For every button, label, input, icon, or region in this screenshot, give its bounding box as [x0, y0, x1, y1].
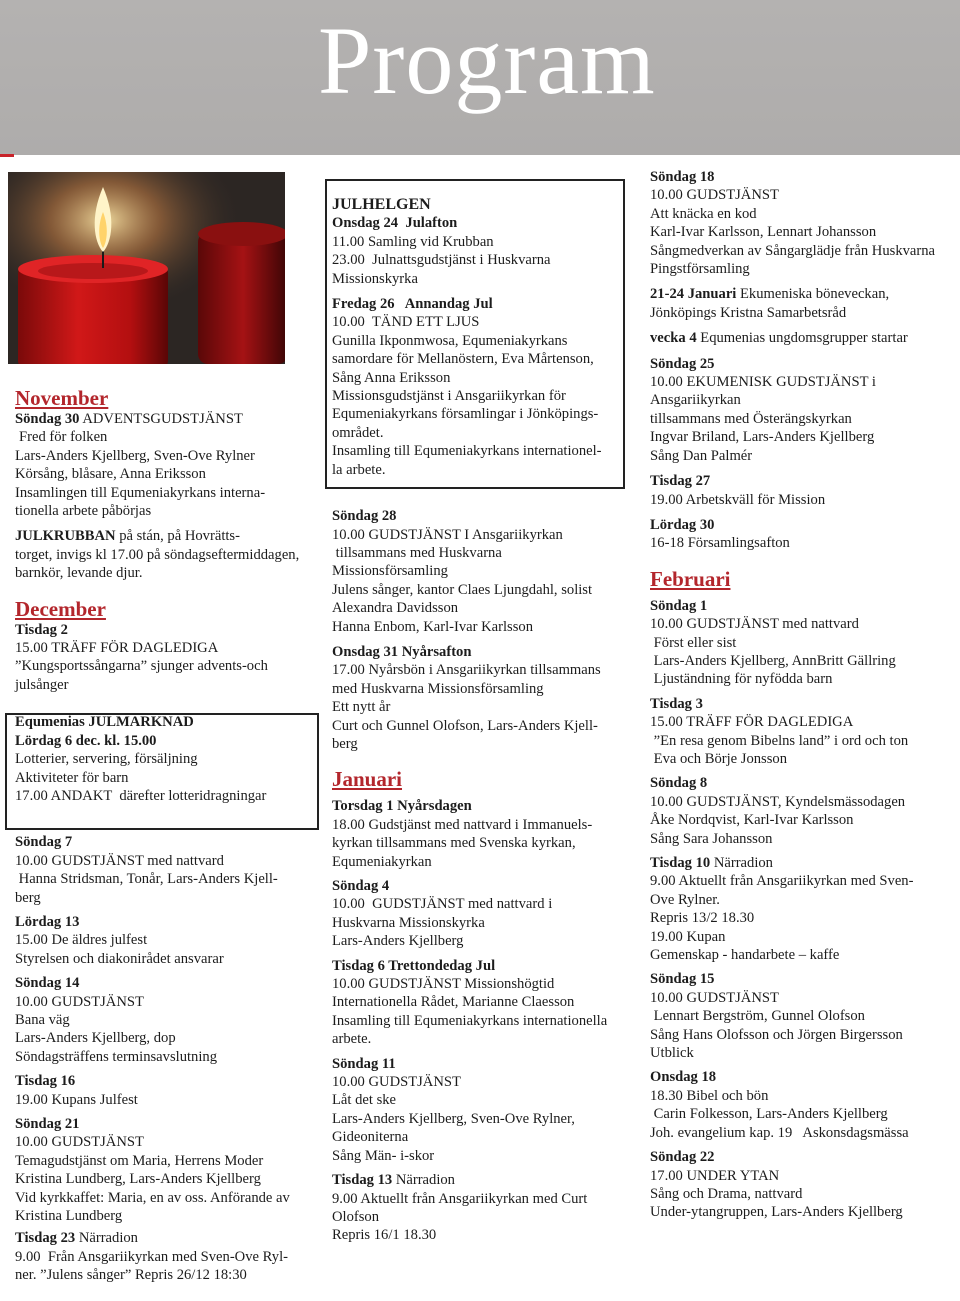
- line: tillsammans med Österängskyrkan: [650, 410, 852, 427]
- line: 10.00 GUDSTJÄNST I Ansgariikyrkan: [332, 526, 563, 543]
- line: Ljuständning för nyfödda barn: [650, 671, 833, 688]
- program-entry: [15, 974, 315, 1066]
- line: 15.00 De äldres julfest: [15, 932, 148, 949]
- day-label: Tisdag 6 Trettondedag Jul: [332, 957, 496, 974]
- line: 10.00 TÄND ETT LJUS: [332, 314, 480, 331]
- program-entry: [332, 1055, 632, 1165]
- februari-entries-b: [650, 970, 950, 1221]
- line: Sång Hans Olofsson och Jörgen Birgersson: [650, 1026, 903, 1043]
- line: 17.00 Nyårsbön i Ansgariikyrkan tillsammans: [332, 662, 601, 679]
- line: 18.30 Bibel och bön: [650, 1087, 769, 1104]
- line: Jönköpings Kristna Samarbetsråd: [650, 304, 847, 321]
- program-entry: [650, 695, 950, 769]
- program-entry: [15, 833, 315, 907]
- line: Curt och Gunnel Olofson, Lars-Anders Kjell-: [332, 717, 598, 734]
- date-label: vecka 4: [650, 330, 697, 347]
- column-3: [650, 168, 950, 1222]
- line: 10.00 GUDSTJÄNST, Kyndelsmässodagen: [650, 793, 906, 810]
- line: Kristina Lundberg, Lars-Anders Kjellberg: [15, 1171, 261, 1188]
- program-entry: [15, 913, 315, 968]
- line: julsånger: [15, 676, 69, 693]
- line: Karl-Ivar Karlsson, Lennart Johansson: [650, 224, 877, 241]
- line: 10.00 GUDSTJÄNST: [650, 187, 779, 204]
- entry-boneveckan: [650, 285, 950, 303]
- day-label: Söndag 4: [332, 878, 390, 894]
- entry-vecka4: [650, 329, 950, 347]
- line: Lars-Anders Kjellberg, Sven-Ove Rylner,: [332, 1110, 575, 1127]
- line: ner. ”Julens sånger” Repris 26/12 18:30: [15, 1267, 247, 1284]
- candle-image: [8, 172, 285, 364]
- line: Insamlingen till Equmeniakyrkans interna-: [15, 484, 266, 501]
- line: 10.00 GUDSTJÄNST: [332, 1074, 461, 1091]
- line: Missionskyrka: [332, 270, 418, 287]
- februari-entries-a: [650, 597, 950, 848]
- line: 18.00 Gudstjänst med nattvard i Immanuels-: [332, 816, 593, 833]
- line: med Huskvarna Missionsförsamling: [332, 680, 544, 697]
- line: Sångmedverkan av Sångarglädje från Huskvarna: [650, 242, 936, 259]
- day-label: Söndag 22: [650, 1149, 715, 1166]
- line: Lotterier, servering, försäljning: [15, 751, 198, 768]
- column-2: [332, 196, 632, 1245]
- program-entry: [650, 1148, 950, 1222]
- line: 17.00 UNDER YTAN: [650, 1167, 780, 1184]
- line: Sång Anna Eriksson: [332, 369, 451, 386]
- line: berg: [15, 889, 41, 906]
- line: Utblick: [650, 1045, 694, 1062]
- line: Repris 16/1 18.30: [332, 1227, 437, 1244]
- line: Carin Folkesson, Lars-Anders Kjellberg: [650, 1106, 888, 1123]
- line: 9.00 Från Ansgariikyrkan med Sven-Ove Ryl-: [15, 1248, 289, 1265]
- program-entry: [15, 1072, 315, 1109]
- entry-heading: ADVENTSGUDSTJÄNST: [79, 411, 243, 427]
- line: Gunilla Ikponmwosa, Equmeniakyrkans: [332, 332, 568, 349]
- line: 10.00 EKUMENISK GUDSTJÄNST i: [650, 374, 876, 391]
- julhelgen-title: JULHELGEN: [332, 196, 431, 213]
- line: Sång och Drama, nattvard: [650, 1185, 803, 1202]
- line: torget, invigs kl 17.00 på söndagseftermiddagen,: [15, 546, 300, 563]
- day-label: Söndag 15: [650, 971, 715, 988]
- entry-nov-30: [15, 410, 315, 428]
- line: Lars-Anders Kjellberg, AnnBritt Gällring: [650, 652, 896, 669]
- line: Lars-Anders Kjellberg: [332, 933, 464, 950]
- line: Vid kyrkkaffet: Maria, en av oss. Anförande av: [15, 1189, 290, 1206]
- line: Joh. evangelium kap. 19 Askonsdagsmässa: [650, 1124, 909, 1141]
- line: kyrkan tillsammans med Svenska kyrkan,: [332, 835, 576, 852]
- header-accent-line: [0, 154, 14, 157]
- day-suffix: Närradion: [392, 1172, 455, 1189]
- column-1: [15, 386, 315, 1285]
- line: Ingvar Briland, Lars-Anders Kjellberg: [650, 429, 875, 446]
- line: Sång Män- i-skor: [332, 1147, 435, 1164]
- day-label: Söndag 11: [332, 1055, 396, 1072]
- line: Equmeniakyrkan: [332, 853, 432, 870]
- day-label: Söndag 30: [15, 411, 80, 427]
- line: 9.00 Aktuellt från Ansgariikyrkan med Sven-: [650, 873, 914, 890]
- day-label: Söndag 21: [15, 1116, 80, 1132]
- line: Söndagsträffens terminsavslutning: [15, 1048, 217, 1065]
- day-label: Lördag 30: [650, 516, 715, 533]
- line: Ansgariikyrkan: [650, 392, 741, 409]
- day-label: Söndag 8: [650, 775, 708, 792]
- month-februari: Februari: [650, 566, 731, 591]
- line: 19.00 Kupans Julfest: [15, 1091, 138, 1108]
- day-label: Söndag 7: [15, 834, 73, 851]
- line: tionella arbete påbörjas: [15, 503, 152, 520]
- line: barnkör, levande djur.: [15, 565, 143, 582]
- day-label: Tisdag 27: [650, 473, 711, 490]
- day-label: Söndag 28: [332, 508, 397, 525]
- month-januari: Januari: [332, 767, 403, 792]
- day-label: Tisdag 10: [650, 855, 711, 871]
- day-label: Onsdag 24 Julafton: [332, 215, 458, 232]
- julkrubban-label: JULKRUBBAN: [15, 528, 116, 545]
- day-label: Tisdag 3: [650, 695, 703, 712]
- line: Bana väg: [15, 1011, 70, 1028]
- entry-text: Equmenias ungdomsgrupper startar: [696, 330, 908, 347]
- day-suffix: Närradion: [75, 1230, 138, 1247]
- line: Huskvarna Missionskyrka: [332, 914, 485, 931]
- line: 11.00 Samling vid Krubban: [332, 233, 494, 250]
- month-december: December: [15, 596, 106, 621]
- entry-julkrubban: [15, 527, 315, 545]
- line: berg: [332, 735, 358, 752]
- line: Lars-Anders Kjellberg, Sven-Ove Rylner: [15, 447, 255, 464]
- line: Aktiviteter för barn: [15, 769, 129, 786]
- line: 9.00 Aktuellt från Ansgariikyrkan med Curt: [332, 1190, 588, 1207]
- line: Missionsgudstjänst i Ansgariikyrkan för: [332, 388, 566, 405]
- day-label: Lördag 13: [15, 913, 80, 930]
- line: Först eller sist: [650, 634, 737, 651]
- line: 10.00 GUDSTJÄNST med nattvard: [15, 852, 224, 869]
- program-entry: [332, 877, 632, 951]
- day-label: Onsdag 31 Nyårsafton: [332, 643, 472, 660]
- program-entry: [650, 1068, 950, 1142]
- line: Insamling till Equmeniakyrkans internationella: [332, 1012, 608, 1029]
- line: Fred för folken: [19, 429, 108, 446]
- line: Alexandra Davidsson: [332, 600, 459, 617]
- day-label: Torsdag 1 Nyårsdagen: [332, 798, 472, 815]
- line: Eva och Börje Jonsson: [650, 750, 788, 767]
- line: arbete.: [332, 1031, 372, 1048]
- line: Gideoniterna: [332, 1129, 409, 1146]
- line: Åke Nordqvist, Karl-Ivar Karlsson: [650, 812, 854, 829]
- line: tillsammans med Huskvarna: [332, 544, 502, 561]
- month-november: November: [15, 386, 109, 410]
- line: ”Kungsportssångarna” sjunger advents-och: [15, 658, 268, 675]
- day-label: Söndag 25: [650, 355, 715, 372]
- day-label: Tisdag 2: [15, 621, 68, 638]
- program-entry: [15, 1115, 315, 1225]
- line: 10.00 GUDSTJÄNST med nattvard i: [332, 896, 553, 913]
- line: Hanna Stridsman, Tonår, Lars-Anders Kjell-: [15, 871, 278, 888]
- line: Lars-Anders Kjellberg, dop: [15, 1030, 176, 1047]
- day-label: Onsdag 18: [650, 1069, 717, 1086]
- line: Missionsförsamling: [332, 563, 448, 580]
- januari-entries: [332, 797, 632, 1165]
- line: Pingstförsamling: [650, 261, 750, 278]
- line: Hanna Enbom, Karl-Ivar Karlsson: [332, 618, 534, 635]
- line: Körsång, blåsare, Anna Eriksson: [15, 466, 206, 483]
- line: Internationella Rådet, Marianne Claesson: [332, 994, 575, 1011]
- line: Ove Rylner.: [650, 891, 720, 908]
- page-title: Program: [318, 7, 656, 114]
- line: Insamling till Equmeniakyrkans internationel-: [332, 443, 602, 460]
- december-entries: [15, 833, 315, 1225]
- line: 10.00 GUDSTJÄNST: [650, 989, 779, 1006]
- line: 15.00 TRÄFF FÖR DAGLEDIGA: [15, 640, 219, 657]
- line: Styrelsen och diakonirådet ansvarar: [15, 950, 224, 967]
- program-entry: [650, 970, 950, 1062]
- day-label: Tisdag 23: [15, 1230, 76, 1247]
- day-suffix: Närradion: [710, 855, 773, 871]
- line: Låt det ske: [332, 1092, 397, 1109]
- line: 10.00 GUDSTJÄNST: [15, 993, 144, 1010]
- line: 10.00 GUDSTJÄNST med nattvard: [650, 616, 859, 633]
- line: 15.00 TRÄFF FÖR DAGLEDIGA: [650, 714, 854, 731]
- line: 10.00 GUDSTJÄNST Missionshögtid: [332, 976, 555, 993]
- line: la arbete.: [332, 461, 386, 478]
- line: Under-ytangruppen, Lars-Anders Kjellberg: [650, 1204, 903, 1221]
- line: Repris 13/2 18.30: [650, 910, 755, 927]
- line: Temagudstjänst om Maria, Herrens Moder: [15, 1152, 264, 1169]
- line: Julens sånger, kantor Claes Ljungdahl, solist: [332, 581, 593, 598]
- line: Att knäcka en kod: [650, 205, 757, 222]
- day-label: Tisdag 13: [332, 1172, 393, 1189]
- line: området.: [332, 424, 384, 441]
- line: Olofson: [332, 1208, 380, 1225]
- line: 17.00 ANDAKT därefter lotteridragningar: [15, 787, 267, 804]
- day-label: Söndag 1: [650, 597, 708, 614]
- line: Gemenskap - handarbete – kaffe: [650, 947, 840, 964]
- program-entry: [332, 957, 632, 1049]
- day-label: Söndag 18: [650, 169, 715, 185]
- entry-tisdag13: [332, 1171, 632, 1189]
- line: Lennart Bergström, Gunnel Olofson: [650, 1008, 865, 1025]
- entry-tisdag23: [15, 1229, 315, 1247]
- entry-text: Ekumeniska böneveckan,: [736, 286, 890, 303]
- candle-photo: [8, 172, 285, 364]
- line: Kristina Lundberg: [15, 1208, 123, 1225]
- julkrubban-text: på stán, på Hovrätts-: [115, 528, 240, 545]
- date-label: 21-24 Januari: [650, 286, 737, 303]
- line: Equmeniakyrkans församlingar i Jönköpings-: [332, 406, 599, 423]
- line: 16-18 Församlingsafton: [650, 535, 790, 552]
- line: ”En resa genom Bibelns land” i ord och ton: [650, 732, 909, 749]
- line: samordare för Mellanöstern, Eva Mårtenson,: [332, 351, 594, 368]
- line: Sång Sara Johansson: [650, 830, 773, 847]
- julmarknad-date: Lördag 6 dec. kl. 15.00: [15, 732, 157, 749]
- entry-tisdag10: [650, 854, 950, 872]
- day-label: Fredag 26 Annandag Jul: [332, 296, 493, 313]
- line: Ett nytt år: [332, 699, 391, 716]
- program-entry: [650, 597, 950, 689]
- julmarknad-title: Equmenias JULMARKNAD: [15, 714, 194, 731]
- program-entry: [650, 774, 950, 848]
- day-label: Söndag 14: [15, 975, 80, 992]
- day-label: Tisdag 16: [15, 1073, 76, 1090]
- line: Sång Dan Palmér: [650, 447, 753, 464]
- line: 19.00 Arbetskväll för Mission: [650, 491, 826, 508]
- line: 19.00 Kupan: [650, 928, 726, 945]
- line: 10.00 GUDSTJÄNST: [15, 1134, 144, 1151]
- program-entry: [332, 797, 632, 871]
- line: 23.00 Julnattsgudstjänst i Huskvarna: [332, 252, 551, 269]
